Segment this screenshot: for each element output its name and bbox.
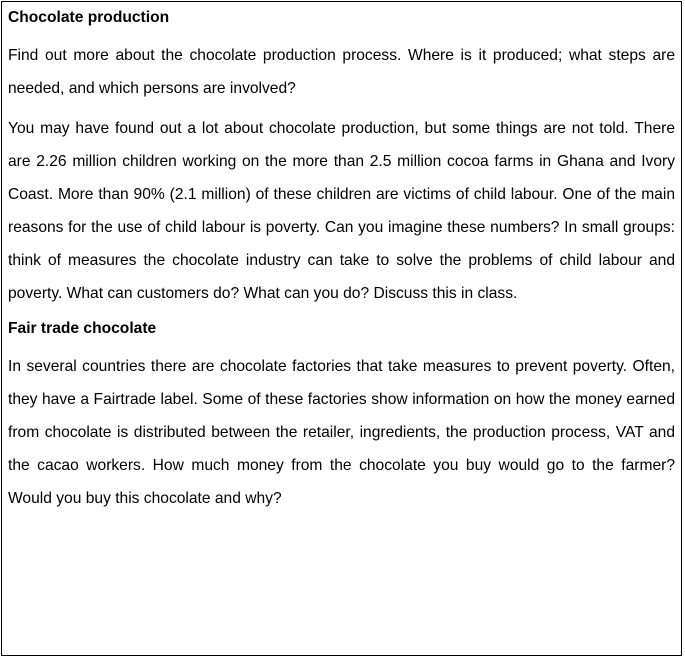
section-heading-fair-trade: Fair trade chocolate xyxy=(8,320,157,337)
paragraph-child-labour: You may have found out a lot about chocolate production, but some things are not told. There are 2.26 million children working on the more than 2.5 million cocoa farms in Ghana and Ivory Coast. More than 90% (2.1 million) of these children are victims of child labour. One of the main reasons for the use of child labour is poverty. Can you imagine these numbers? In small groups: think of measures the chocolate industry can take to solve the problems of child labour and poverty. What can customers do? What can you do? Discuss this in class. xyxy=(8,120,675,302)
paragraph-fairtrade-factories: In several countries there are chocolate factories that take measures to prevent poverty. Often, they have a Fairtrade label. Some of these factories show information on how the money earned from chocolate is distributed between the retailer, ingredients, the production process, VAT and the cacao workers. How much money from the chocolate you buy would go to the farmer? Would you buy this chocolate and why? xyxy=(8,358,675,507)
paragraph-find-out-more: Find out more about the chocolate production process. Where is it produced; what steps are needed, and which persons are involved? xyxy=(8,47,675,97)
assignment-box xyxy=(1,1,682,656)
section-heading-chocolate-production: Chocolate production xyxy=(8,9,170,26)
